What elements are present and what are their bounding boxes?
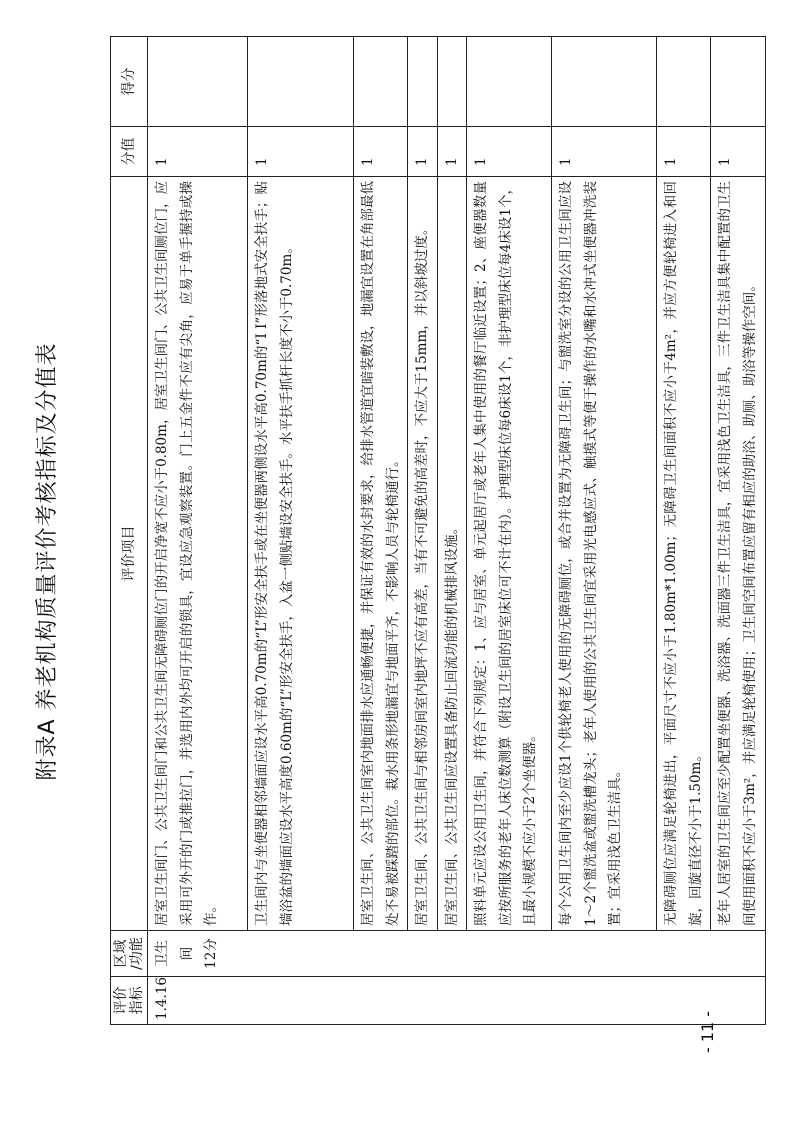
- table-row: [437, 37, 467, 1025]
- item-cell: 居室卫生间、公共卫生间应设置具备防止回流功能的机械排风设施。: [437, 177, 467, 931]
- table-row: [148, 37, 248, 1025]
- gain-cell[interactable]: [248, 37, 354, 127]
- header-area: 区域 /功能: [111, 931, 148, 977]
- index-cell: 1.4.16: [148, 977, 766, 1025]
- gain-cell[interactable]: [148, 37, 248, 127]
- score-cell: 1: [148, 127, 248, 177]
- table-row: [354, 37, 408, 1025]
- page-number: - 11 -: [698, 1010, 717, 1053]
- score-cell: 1: [408, 127, 438, 177]
- item-cell: 无障碍厕位应满足轮椅进出，平面尺寸不应小于1.80m*1.00m；无障碍卫生间面积不应小于4m²，并应方便轮椅进入和回旋，回旋直径不小于1.50m。: [657, 177, 711, 931]
- score-cell: 1: [248, 127, 354, 177]
- header-index: 评价 指标: [111, 977, 148, 1025]
- table-row: [711, 37, 766, 1025]
- header-score: 分值: [111, 127, 148, 177]
- gain-cell[interactable]: [467, 37, 552, 127]
- table-row: [467, 37, 552, 1025]
- table-row: [552, 37, 657, 1025]
- score-cell: 1: [552, 127, 657, 177]
- area-cell: 卫生间 12分: [148, 931, 766, 977]
- evaluation-table: [110, 36, 766, 1025]
- gain-cell[interactable]: [354, 37, 408, 127]
- table-row: [248, 37, 354, 1025]
- item-cell: 居室卫生间、公共卫生间室内地面排水应通畅便捷，并保证有效的水封要求，给排水管道宜暗装敷设，地漏宜设置在角部最低处不易被踩踏的部位。栽水用条形地漏宜与地面平齐，不影响人员与轮椅通行。: [354, 177, 408, 931]
- item-cell: 照料单元应设公用卫生间，并符合下列规定：1、应与居室、单元起居厅或老年人集中使用的餐厅临近设置；2、座便器数量应按所服务的老年人床位数测算（附设卫生间的居室床位可不计在内）。护理型床位每6床设1个，非护理型床位每4床设1个，且最小规模不应小于2个坐便器。: [467, 177, 552, 931]
- score-cell: 1: [437, 127, 467, 177]
- table-row: [657, 37, 711, 1025]
- gain-cell[interactable]: [657, 37, 711, 127]
- header-gain: 得分: [111, 37, 148, 127]
- item-cell: 卫生间内与坐便器相邻墙面应设水平高0.70m的“L”形安全扶手或在坐便器两侧设水平高0.70m的“I I”形落地式安全扶手；贴墙浴盆的墙面应设水平高度0.60m的“L”形安全扶手，入盆一侧贴墙设安全扶手。水平扶手抓杆长度不小于0.70m。: [248, 177, 354, 931]
- gain-cell[interactable]: [711, 37, 766, 127]
- item-cell: 每个公用卫生间内至少应设1个供轮椅老人使用的无障碍厕位，或合并设置为无障碍卫生间；与盥洗室分设的公用卫生间应设1～2个盥洗盆或盥洗槽龙头；老年人使用的公共卫生间宜采用光电感应式、触摸式等便于操作的水嘴和水冲式坐便器冲洗装置；宜采用浅色卫生洁具。: [552, 177, 657, 931]
- item-cell: 居室卫生间、公共卫生间与相邻房间室内地坪不应有高差，当有不可避免的高差时，不应大于15mm，并以斜坡过度。: [408, 177, 438, 931]
- header-item: 评价项目: [111, 177, 148, 931]
- score-cell: 1: [467, 127, 552, 177]
- score-cell: 1: [711, 127, 766, 177]
- score-cell: 1: [657, 127, 711, 177]
- table-row: [408, 37, 438, 1025]
- gain-cell[interactable]: [552, 37, 657, 127]
- page-title: 附录A 养老机构质量评价考核指标及分值表: [35, 342, 60, 781]
- item-cell: 居室卫生间门、公共卫生间门和公共卫生间无障碍厕位门的开启净宽不应小于0.80m，居室卫生间门、公共卫生间厕位门，应采用可外开的门或推拉门，并选用内外均可开启的锁具，宜设应急观察装置。门上五金件不应有尖角，应易于单手握持或操作。: [148, 177, 248, 931]
- score-cell: 1: [354, 127, 408, 177]
- gain-cell[interactable]: [437, 37, 467, 127]
- header-row: [111, 37, 148, 1025]
- item-cell: 老年人居室的卫生间应至少配置坐便器、洗浴器、洗面器三件卫生洁具，宜采用浅色卫生洁具，三件卫生洁具集中配置的卫生间使用面积不应小于3m²，并应满足轮椅使用；卫生间空间布置应留有相应的助浴、助厕、助浴等操作空间。: [711, 177, 766, 931]
- gain-cell[interactable]: [408, 37, 438, 127]
